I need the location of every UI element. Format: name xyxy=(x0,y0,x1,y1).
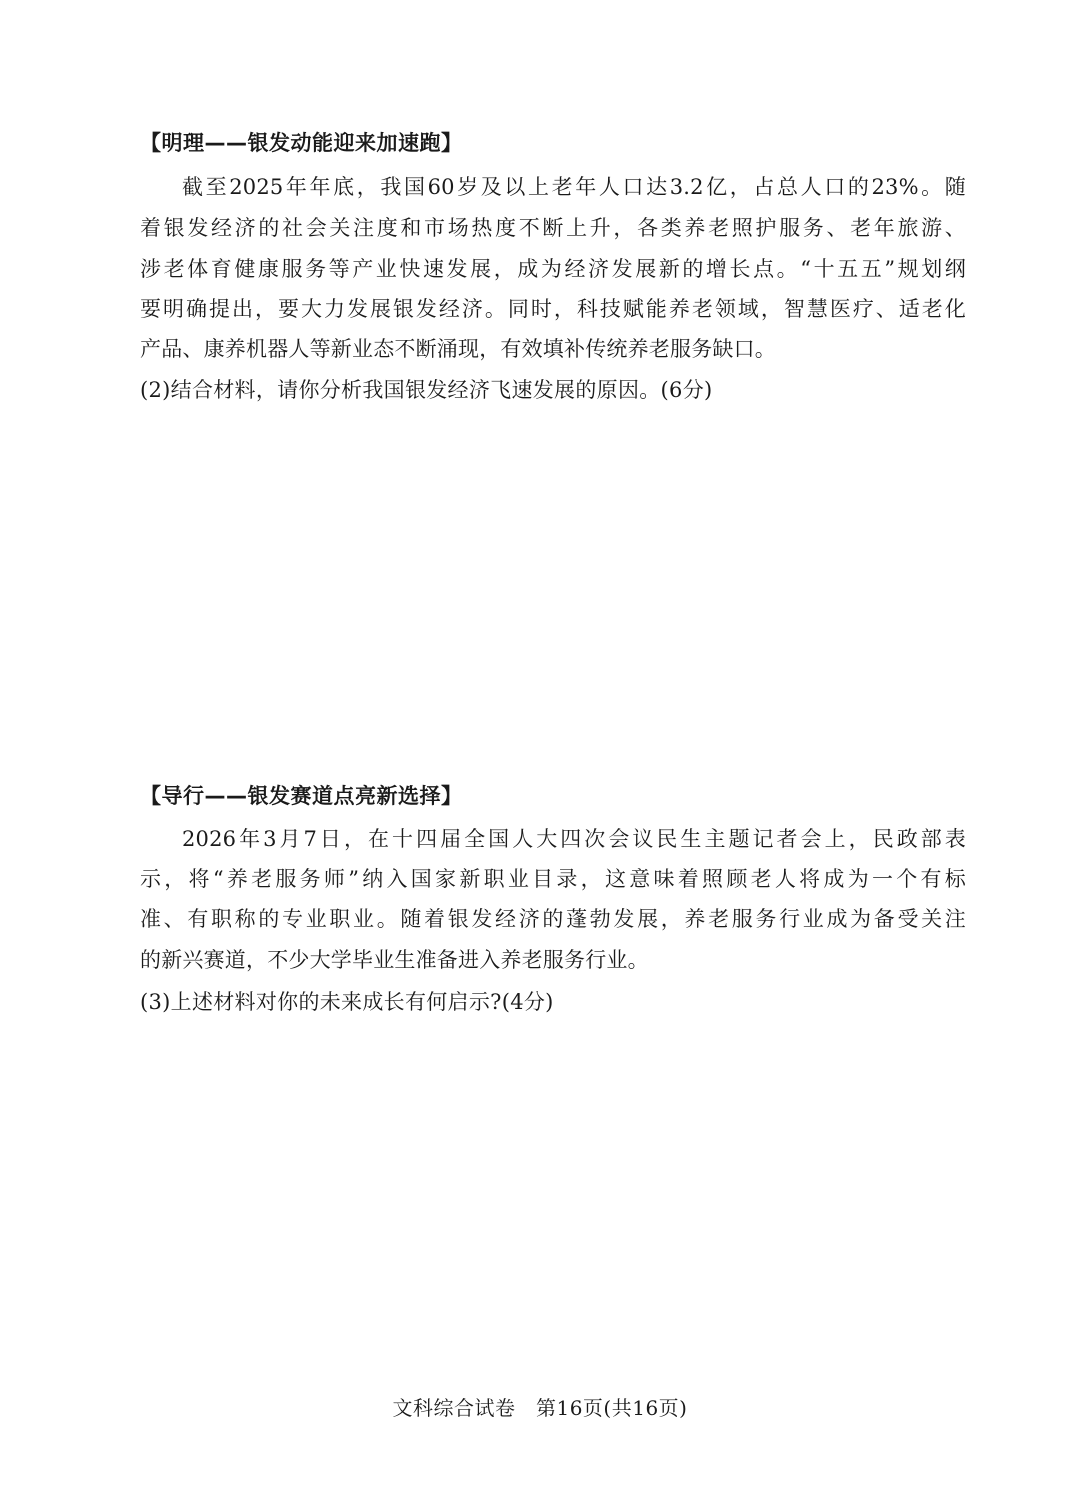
paragraph-line: 着银发经济的社会关注度和市场热度不断上升，各类养老照护服务、老年旅游、 xyxy=(140,216,966,240)
section-1-heading: 【明理——银发动能迎来加速跑】 xyxy=(140,131,463,155)
paragraph-line: 涉老体育健康服务等产业快速发展，成为经济发展新的增长点。“十五五”规划纲 xyxy=(140,257,966,281)
section-2-heading: 【导行——银发赛道点亮新选择】 xyxy=(140,784,463,808)
paragraph-line: 准、有职称的专业职业。随着银发经济的蓬勃发展，养老服务行业成为备受关注 xyxy=(140,907,966,931)
paragraph-line: 2026年3月7日，在十四届全国人大四次会议民生主题记者会上，民政部表 xyxy=(182,827,966,851)
question-3: (3)上述材料对你的未来成长有何启示?(4分) xyxy=(140,990,554,1014)
paragraph-line: 的新兴赛道，不少大学毕业生准备进入养老服务行业。 xyxy=(140,948,649,972)
question-2: (2)结合材料，请你分析我国银发经济飞速发展的原因。(6分) xyxy=(140,378,713,402)
paragraph-line: 要明确提出，要大力发展银发经济。同时，科技赋能养老领域，智慧医疗、适老化 xyxy=(140,297,966,321)
paragraph-line: 产品、康养机器人等新业态不断涌现，有效填补传统养老服务缺口。 xyxy=(140,337,776,361)
paragraph-line: 截至2025年年底，我国60岁及以上老年人口达3.2亿，占总人口的23%。随 xyxy=(182,175,966,199)
paragraph-line: 示，将“养老服务师”纳入国家新职业目录，这意味着照顾老人将成为一个有标 xyxy=(140,867,966,891)
page-footer: 文科综合试卷 第16页(共16页) xyxy=(392,1396,688,1420)
